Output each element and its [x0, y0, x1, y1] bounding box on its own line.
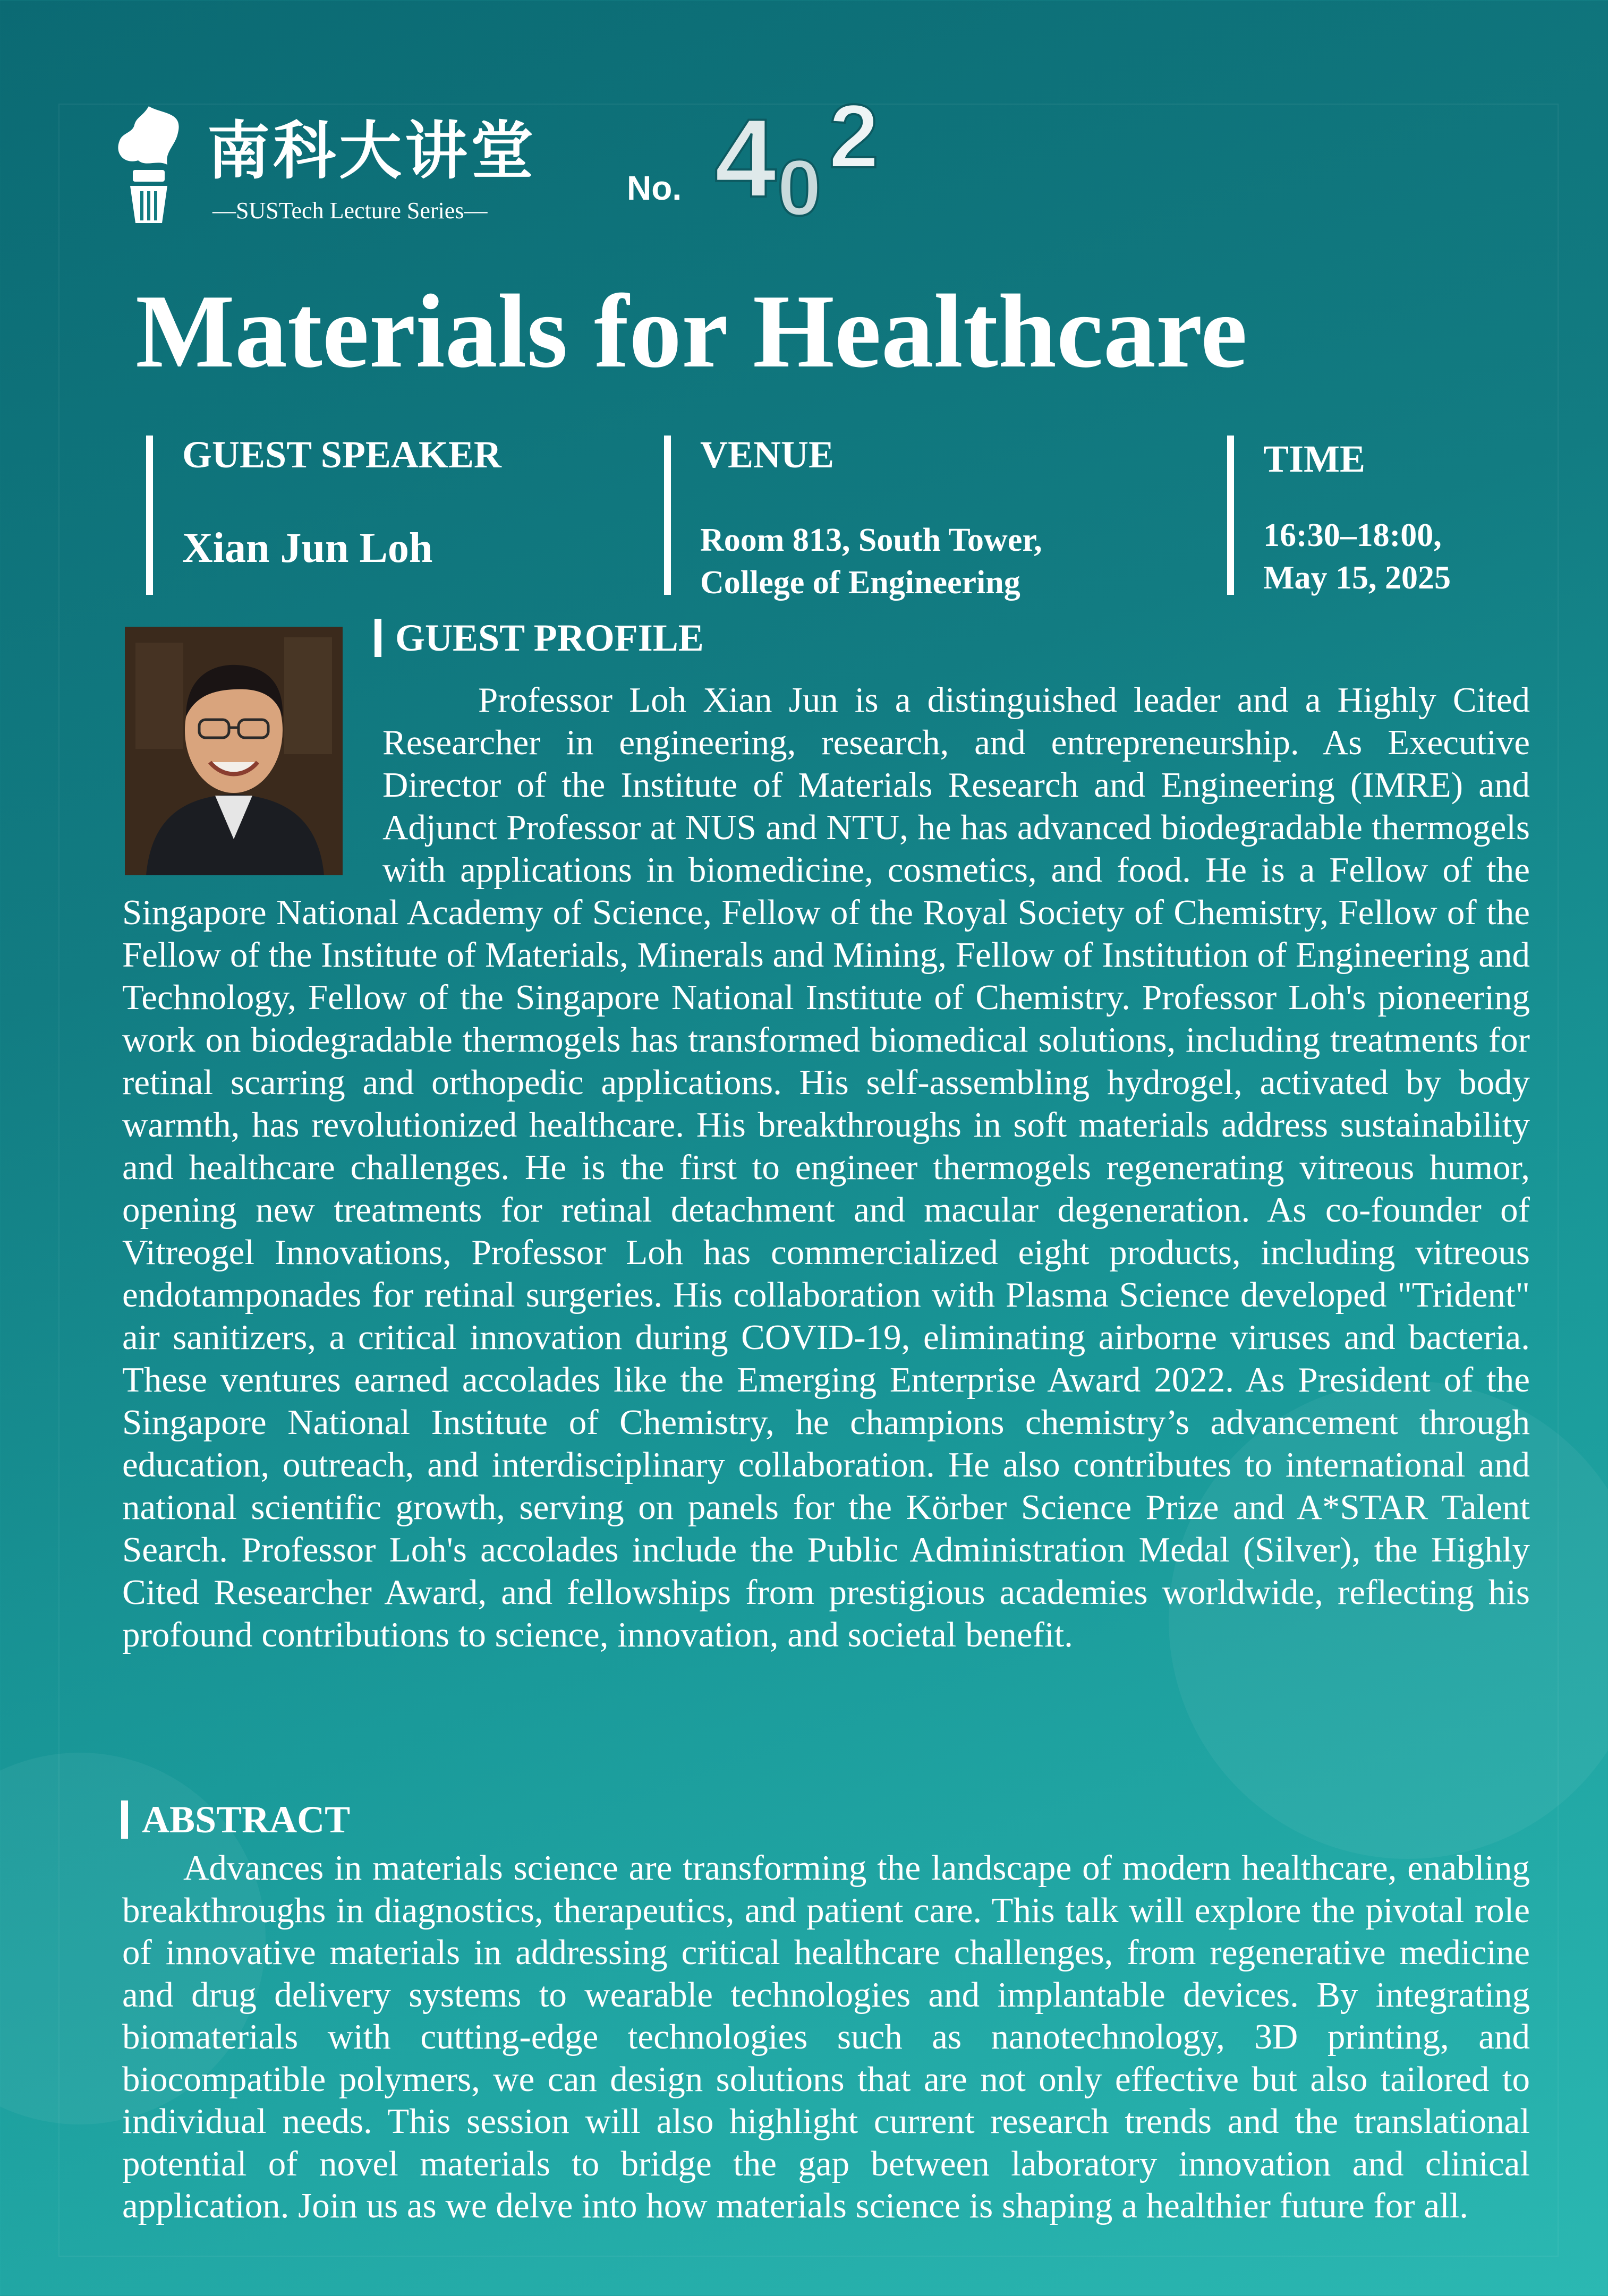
lecture-number [714, 101, 906, 223]
lecture-series-subtitle: —SUSTech Lecture Series— [212, 198, 488, 224]
lecture-number-digit: 0 [777, 143, 822, 223]
venue-label: VENUE [700, 433, 835, 476]
guest-profile-heading: GUEST PROFILE [375, 619, 704, 657]
time-line-1: 16:30–18:00, [1263, 517, 1442, 553]
lecture-series-chinese-title: 南科大讲堂 [207, 114, 537, 187]
guest-profile-text [122, 679, 1530, 1656]
abstract-paragraph: Advances in materials science are transforming the landscape of modern healthcare, enabling breakthroughs in diagnostics, therapeutics, and patient care. This talk will explore the pivotal role of innovative materials in addressing critical healthcare challenges, from regenerative medicine and drug delivery systems to wearable technologies and implantable devices. By integrating biomaterials with cutting-edge technologies such as nanotechnology, 3D printing, and biocompatible polymers, we can design solutions that are not only effective but also tailored to individual needs. This session will also highlight current research trends and the translational potential of novel materials to bridge the gap between laboratory innovation and clinical application. Join us as we delve into how materials science is shaping a healthier future for all. [122, 1848, 1530, 2225]
lecture-number-digit: 2 [829, 101, 879, 187]
guest-speaker-label: GUEST SPEAKER [182, 433, 501, 476]
lecture-number-label: No. [627, 169, 682, 207]
time-line-2: May 15, 2025 [1263, 560, 1451, 596]
lecture-number-digit: 4 [714, 101, 777, 220]
abstract-text [122, 1847, 1530, 2227]
lecture-title: Materials for Healthcare [135, 273, 1247, 389]
time-label: TIME [1263, 438, 1366, 480]
venue-block [664, 433, 1231, 601]
guest-speaker-block [146, 433, 650, 595]
sustech-torch-logo [109, 101, 189, 234]
venue-line-2: College of Engineering [700, 565, 1020, 601]
abstract-heading: ABSTRACT [121, 1800, 350, 1839]
guest-speaker-name: Xian Jun Loh [182, 525, 433, 571]
time-block [1227, 436, 1593, 595]
venue-line-1: Room 813, South Tower, [700, 522, 1042, 558]
guest-profile-paragraph: Professor Loh Xian Jun is a distinguished leader and a Highly Cited Researcher in engineering, research, and entrepreneurship. As Executive Director of the Institute of Materials Research and Engineering (IMRE) and Adjunct Professor at NUS and NTU, he has advanced biodegradable thermogels with applications in biomedicine, cosmetics, and food. He is a Fellow of the Singapore National Academy of Science, Fellow of the Royal Society of Chemistry, Fellow of the Fellow of the Institute of Materials, Minerals and Mining, Fellow of Institution of Engineering and Technology, Fellow of the Singapore National Institute of Chemistry. Professor Loh's pioneering work on biodegradable thermogels has transformed biomedical solutions, including treatments for retinal scarring and orthopedic applications. His self-assembling hydrogel, activated by body warmth, has revolutionized healthcare. His breakthroughs in soft materials address sustainability and healthcare challenges. He is the first to engineer thermogels regenerating vitreous humor, opening new treatments for retinal detachment and macular degeneration. As co-founder of Vitreogel Innovations, Professor Loh has commercialized eight products, including vitreous endotamponades for retinal surgeries. His collaboration with Plasma Science developed "Trident" air sanitizers, a critical innovation during COVID-19, eliminating airborne viruses and bacteria. These ventures earned accolades like the Emerging Enterprise Award 2022. As President of the Singapore National Institute of Chemistry, he champions chemistry’s advancement through education, outreach, and interdisciplinary collaboration. He also contributes to international and national scientific growth, serving on panels for the Körber Science Prize and A*STAR Talent Search. Professor Loh's accolades include the Public Administration Medal (Silver), the Highly Cited Researcher Award, and fellowships from prestigious academies worldwide, reflecting his profound contributions to science, innovation, and societal benefit. [122, 680, 1530, 1654]
